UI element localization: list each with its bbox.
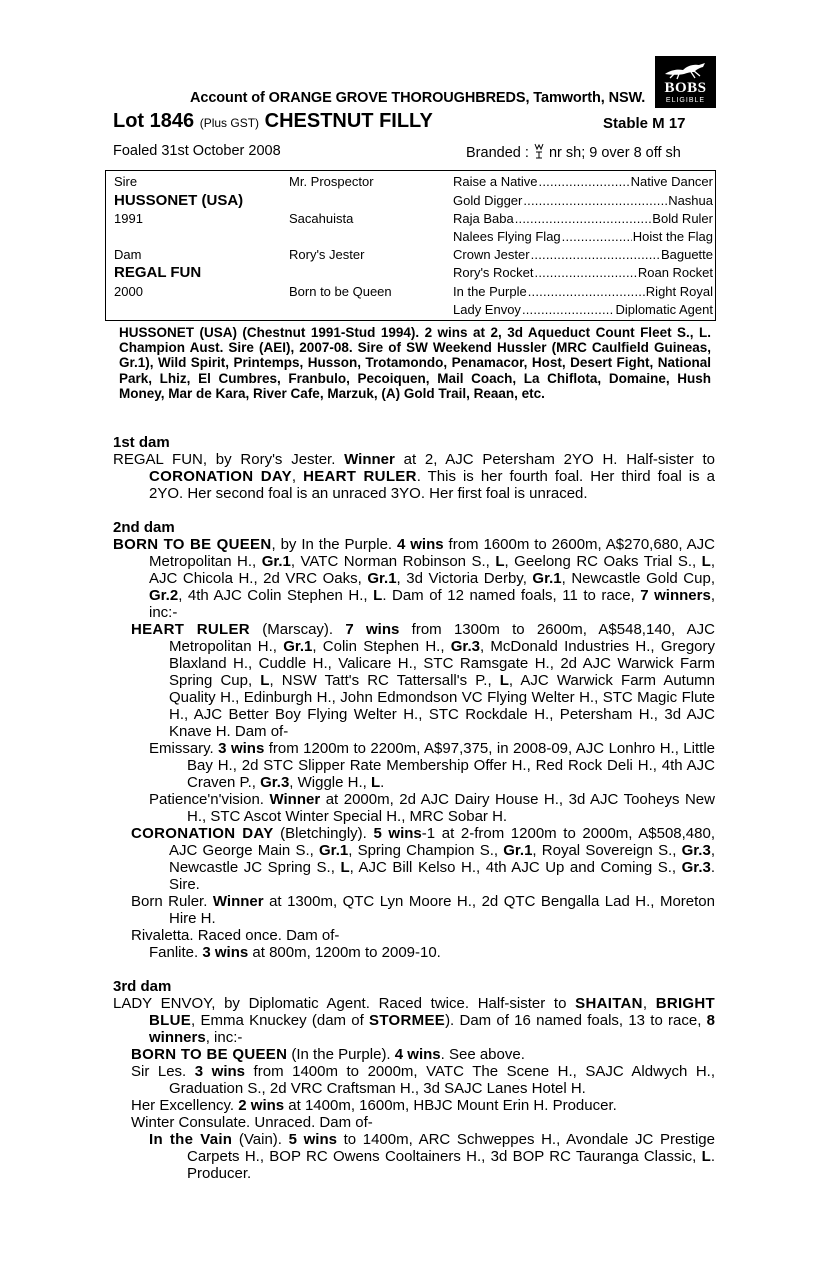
grandparent-row: Raja Baba ..... Bold Ruler [453, 210, 713, 228]
first-dam-text: REGAL FUN, by Rory's Jester. Winner at 2, AJC Petersham 2YO H. Half-sister to CORONATION DAY, HEART RULER. This is her fourth foal. Her third foal is a 2YO. Her second foal is an unraced 3YO. Her first foal is unraced. [113, 451, 715, 502]
grandparent-row: Crown Jester ..... Baguette [453, 246, 713, 264]
pedigree-table [105, 170, 716, 321]
sire-year: 1991 [114, 211, 143, 226]
lot-title [113, 110, 433, 133]
sire-dam: Sacahuista [289, 211, 354, 226]
grandparent-row: Rory's Rocket ..... Roan Rocket [453, 264, 713, 282]
stable-location: Stable M 17 [603, 115, 686, 132]
sire-summary: HUSSONET (USA) (Chestnut 1991-Stud 1994). 2 wins at 2, 3d Aqueduct Count Fleet S., L. Champion Aust. Sire (AEI), 2007-08. Sire of SW Weekend Hussler (MRC Caulfield Guineas, Gr.1), Wild Spirit, Printemps, Husson, Trotamondo, Penamacor, Host, Desert Fight, National Park, Lhiz, El Cumbres, Franbulo, Pecoiquen, Mail Coach, La Chiflota, Domaine, Hush Money, Mar de Kara, River Cafe, Marzuk, (A) Gold Trail, Reaan, etc. [119, 325, 711, 401]
rivaletta-entry: Rivaletta. Raced once. Dam of- [131, 927, 340, 944]
dam-name: REGAL FUN [114, 264, 202, 281]
third-dam-section [113, 978, 715, 1182]
in-the-vain-entry: In the Vain (Vain). 5 wins to 1400m, ARC Schweppes H., Avondale JC Prestige Carpets H., BOP RC Owens Cooltainers H., 3d BOP RC Tauranga Classic, L. Producer. [149, 1131, 715, 1182]
heart-ruler-entry: HEART RULER (Marscay). 7 wins from 1300m to 2600m, A$548,140, AJC Metropolitan H., Gr.1, Colin Stephen H., Gr.3, McDonald Industries H., Gregory Blaxland H., Cuddle H., Valicare H., STC Ramsgate H., 2d AJC Warwick Farm Spring Cup, L, NSW Tatt's RC Tattersall's P., L, AJC Warwick Farm Autumn Quality H., Edinburgh H., John Edmondson VC Flying Welter H., STC Magic Flute H., AJC Better Boy Flying Welter H., STC Rockdale H., Petersham H., 3d AJC Knave H. Dam of- [131, 621, 716, 740]
patience-n-vision-entry: Patience'n'vision. Winner at 2000m, 2d AJC Dairy House H., 3d AJC Tooheys New H., STC Ascot Winter Special H., MRC Sobar H. [149, 791, 715, 825]
dam-dam: Born to be Queen [289, 284, 392, 299]
grandparent-row: Gold Digger ..... Nashua [453, 192, 713, 210]
gst-note: (Plus GST) [199, 116, 260, 130]
branded-label: Branded : [466, 145, 529, 161]
born-ruler-entry: Born Ruler. Winner at 1300m, QTC Lyn Moore H., 2d QTC Bengalla Lad H., Moreton Hire H. [131, 893, 715, 927]
horse-description: CHESTNUT FILLY [264, 110, 433, 132]
brand-mark-icon [533, 143, 545, 159]
second-dam-section [113, 519, 715, 961]
grandparent-row: Raise a Native ..... Native Dancer [453, 173, 713, 191]
grandparent-row: In the Purple ..... Right Royal [453, 283, 713, 301]
horse-icon [663, 60, 708, 80]
fanlite-entry: Fanlite. 3 wins at 800m, 1200m to 2009-10. [149, 944, 441, 961]
sir-les-entry: Sir Les. 3 wins from 1400m to 2000m, VATC The Scene H., SAJC Aldwych H., Graduation S., 2d VRC Craftsman H., 3d SAJC Lanes Hotel H. [131, 1063, 715, 1097]
vendor-account: Account of ORANGE GROVE THOROUGHBREDS, Tamworth, NSW. [190, 90, 646, 106]
third-dam-heading: 3rd dam [113, 978, 172, 995]
sire-sire: Mr. Prospector [289, 174, 374, 189]
brand-detail: nr sh; 9 over 8 off sh [548, 145, 681, 161]
dam-sire: Rory's Jester [289, 247, 365, 262]
logo-text: BOBS [664, 80, 707, 96]
brand-description [466, 143, 681, 161]
dam-label: Dam [114, 247, 142, 262]
dam-year: 2000 [114, 284, 143, 299]
first-dam-section [113, 434, 715, 502]
born-to-be-queen-entry: BORN TO BE QUEEN, by In the Purple. 4 wins from 1600m to 2600m, A$270,680, AJC Metropolitan H., Gr.1, VATC Norman Robinson S., L, Geelong RC Oaks Trial S., L, AJC Chicola H., 2d VRC Oaks, Gr.1, 3d Victoria Derby, Gr.1, Newcastle Gold Cup, Gr.2, 4th AJC Colin Stephen H., L. Dam of 12 named foals, 11 to race, 7 winners, inc:- [113, 536, 715, 621]
logo-tagline: ELIGIBLE [665, 97, 706, 104]
sire-name: HUSSONET (USA) [114, 192, 244, 209]
grandparent-row: Lady Envoy ..... Diplomatic Agent [453, 301, 713, 319]
born-to-be-queen-ref: BORN TO BE QUEEN (In the Purple). 4 wins. See above. [131, 1046, 525, 1063]
grandparent-row: Nalees Flying Flag ..... Hoist the Flag [453, 228, 713, 246]
sire-label: Sire [114, 174, 138, 189]
her-excellency-entry: Her Excellency. 2 wins at 1400m, 1600m, HBJC Mount Erin H. Producer. [131, 1097, 617, 1114]
winter-consulate-entry: Winter Consulate. Unraced. Dam of- [131, 1114, 373, 1131]
bobs-eligible-logo [655, 56, 716, 108]
foaled-date: Foaled 31st October 2008 [113, 143, 281, 159]
emissary-entry: Emissary. 3 wins from 1200m to 2200m, A$97,375, in 2008-09, AJC Lonhro H., Little Bay H., 2d STC Slipper Rate Membership Offer H., Red Rock Deli H., 4th AJC Craven P., Gr.3, Wiggle H., L. [149, 740, 715, 791]
lady-envoy-entry: LADY ENVOY, by Diplomatic Agent. Raced twice. Half-sister to SHAITAN, BRIGHT BLUE, Emma Knuckey (dam of STORMEE). Dam of 16 named foals, 13 to race, 8 winners, inc:- [113, 995, 715, 1046]
second-dam-heading: 2nd dam [113, 519, 175, 536]
first-dam-heading: 1st dam [113, 434, 170, 451]
lot-number: Lot 1846 [113, 110, 195, 132]
coronation-day-entry: CORONATION DAY (Bletchingly). 5 wins-1 at 2-from 1200m to 2000m, A$508,480, AJC George Main S., Gr.1, Spring Champion S., Gr.1, Royal Sovereign S., Gr.3, Newcastle JC Spring S., L, AJC Bill Kelso H., 4th AJC Up and Coming S., Gr.3. Sire. [131, 825, 715, 893]
